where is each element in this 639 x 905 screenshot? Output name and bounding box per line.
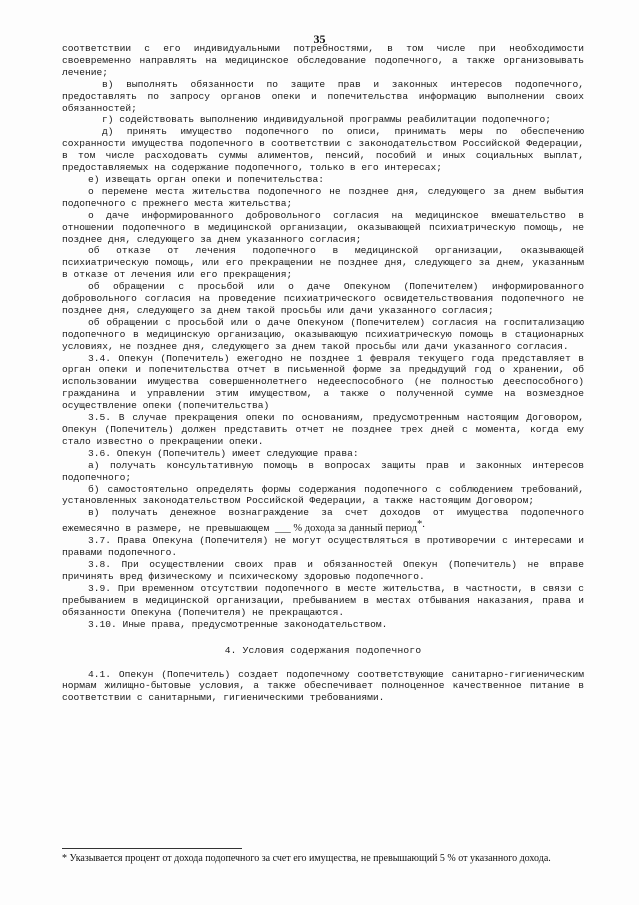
- section-heading: 4. Условия содержания подопечного: [224, 644, 422, 656]
- section-3-9: 3.9. При временном отсутствии подопечного в месте жительства, в частности, в связи с пребыванием в медицинской организации, пребыванием в местах отбывания наказания, права и обязанности Опекуна (Попечителя) не прекращаются.: [62, 582, 584, 618]
- footnote-divider: [62, 848, 242, 849]
- section-3-6: 3.6. Опекун (Попечитель) имеет следующие права:: [88, 447, 359, 459]
- paragraph-remuneration: [62, 507, 584, 535]
- section-3-7: 3.7. Права Опекуна (Попечителя) не могут осуществляться в противоречии с интересами и правами подопечного.: [62, 535, 584, 559]
- paragraph: в) выполнять обязанности по защите прав и законных интересов подопечного, предоставлять по запросу органов опеки и попечительства информацию выполнении своих обязанностей;: [62, 78, 584, 114]
- paragraph: соответствии с его индивидуальными потребностями, в том числе при необходимости своевременно направлять на медицинское обследование подопечного, а также организовывать лечение;: [62, 43, 584, 78]
- paragraph: е) извещать орган опеки и попечительства:: [88, 173, 325, 185]
- footnote: * Указывается процент от дохода подопечного за счет его имущества, не превышающий 5 % от указанного дохода.: [62, 853, 551, 864]
- paragraph: об обращении с просьбой или о даче Опекуном (Попечителем) согласия на госпитализацию подопечного в медицинскую организацию, оказывающую психиатрическую помощь в стационарных условиях, не позднее дня, следующего за днем такой просьбы или дачи указанного согласия.: [62, 316, 584, 352]
- paragraph: об обращении с просьбой или о даче Опекуном (Попечителем) информированного добровольного согласия на проведение психиатрического освидетельствования подопечного не позднее дня, следующего за днем такой просьбы или дачи указанного согласия;: [62, 281, 584, 316]
- section-3-4: 3.4. Опекун (Попечитель) ежегодно не позднее 1 февраля текущего года представляет в орган опеки и попечительства отчет в письменной форме за предыдущий год о хранении, об использовании имущества совершеннолетнего недееспособного (не полностью дееспособного) гражданина и управлении этим имуществом, а также о полученной сумме на возмездное осуществление опеки (попечительства): [62, 352, 584, 412]
- remuneration-text: в) получать денежное вознаграждение за счет доходов от имущества подопечного ежемесячно в размере, не превышающем: [62, 507, 584, 535]
- paragraph: а) получать консультативную помощь в вопросах защиты прав и законных интересов подопечного;: [62, 459, 584, 483]
- document-body: [62, 43, 584, 704]
- remuneration-percent: ___ % дохода за данный период: [275, 523, 417, 535]
- paragraph: д) принять имущество подопечного по описи, принимать меры по обеспечению сохранности имущества подопечного в соответствии с законодательством Российской Федерации, в том числе расходовать суммы алиментов, пенсий, пособий и иных социальных выплат, предоставляемых на содержание подопечного, только в его интересах;: [62, 126, 584, 174]
- section-3-5: 3.5. В случае прекращения опеки по основаниям, предусмотренным настоящим Договором, Опекун (Попечитель) должен представить отчет не позднее трех дней с момента, когда ему стало известно о прекращении опеки.: [62, 412, 584, 447]
- paragraph: о перемене места жительства подопечного не позднее дня, следующего за днем выбытия подопечного с прежнего места жительства;: [62, 185, 584, 209]
- footnote-mark: *.: [416, 519, 425, 531]
- paragraph: г) содействовать выполнению индивидуальной программы реабилитации подопечного;: [102, 114, 552, 126]
- paragraph: б) самостоятельно определять формы содержания подопечного с соблюдением требований, установленных законодательством Российской Федерации, а также настоящим Договором;: [62, 483, 584, 507]
- section-3-10: 3.10. Иные права, предусмотренные законодательством.: [88, 618, 388, 630]
- paragraph: о даче информированного добровольного согласия на медицинское вмешательство в отношении подопечного в медицинской организации, оказывающей психиатрическую помощь, не позднее дня, следующего за днем указанного согласия;: [62, 209, 584, 245]
- section-3-8: 3.8. При осуществлении своих прав и обязанностей Опекун (Попечитель) не вправе причинять вред физическому и психическому здоровью подопечного.: [62, 559, 584, 583]
- section-4-1: 4.1. Опекун (Попечитель) создает подопечному соответствующие санитарно-гигиеническим нормам жилищно-бытовые условия, а также обеспечивает полноценное качественное питание в соответствии с санитарными, гигиеническими требованиями.: [62, 668, 584, 704]
- page-number: 35: [313, 32, 326, 46]
- paragraph: об отказе от лечения подопечного в медицинской организации, оказывающей психиатрическую помощь, или его прекращении не позднее дня, следующего за днем, указанным в отказе от лечения или его прекращения;: [62, 245, 584, 281]
